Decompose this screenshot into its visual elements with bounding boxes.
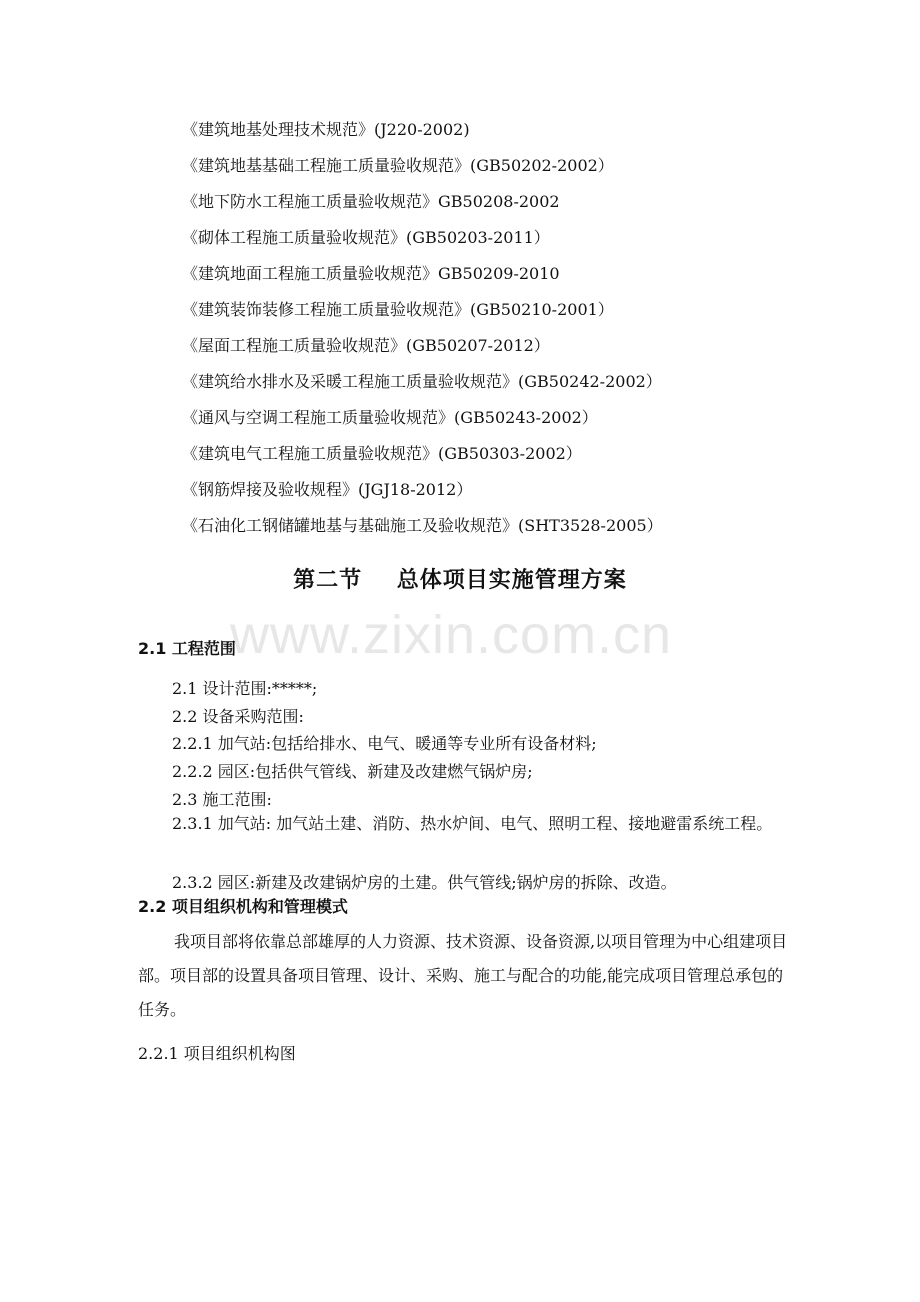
- standard-item: 《建筑装饰装修工程施工质量验收规范》(GB50210-2001）: [182, 300, 614, 319]
- standard-item: 《砌体工程施工质量验收规范》(GB50203-2011）: [182, 228, 550, 247]
- org-heading: 2.2 项目组织机构和管理模式: [138, 897, 348, 916]
- standard-item: 《钢筋焊接及验收规程》(JGJ18-2012）: [182, 480, 473, 499]
- procurement-scope: 2.2 设备采购范围:: [172, 707, 304, 726]
- standard-item: 《建筑地基处理技术规范》(J220-2002): [182, 120, 470, 139]
- standard-item: 《通风与空调工程施工质量验收规范》(GB50243-2002）: [182, 408, 598, 427]
- standard-item: 《屋面工程施工质量验收规范》(GB50207-2012）: [182, 336, 550, 355]
- standard-item: 《建筑给水排水及采暖工程施工质量验收规范》(GB50242-2002）: [182, 372, 662, 391]
- org-paragraph: 我项目部将依靠总部雄厚的人力资源、技术资源、设备资源,以项目管理为中心组建项目部。项目部的设置具备项目管理、设计、采购、施工与配合的功能,能完成项目管理总承包的任务。: [138, 932, 788, 1019]
- standard-item: 《石油化工钢储罐地基与基础施工及验收规范》(SHT3528-2005）: [182, 516, 663, 535]
- scope-heading: 2.1 工程范围: [138, 639, 236, 658]
- construction-scope: 2.3 施工范围:: [172, 790, 272, 809]
- org-chart-heading: 2.2.1 项目组织机构图: [138, 1044, 296, 1063]
- construction-park: 2.3.2 园区:新建及改建锅炉房的土建。供气管线;锅炉房的拆除、改造。: [172, 873, 677, 892]
- standard-item: 《地下防水工程施工质量验收规范》GB50208-2002: [182, 192, 560, 211]
- construction-station: 2.3.1 加气站: 加气站土建、消防、热水炉间、电气、照明工程、接地避雷系统工程。: [172, 814, 773, 833]
- procurement-park: 2.2.2 园区:包括供气管线、新建及改建燃气锅炉房;: [172, 762, 533, 781]
- standard-item: 《建筑地基基础工程施工质量验收规范》(GB50202-2002）: [182, 156, 614, 175]
- procurement-station: 2.2.1 加气站:包括给排水、电气、暖通等专业所有设备材料;: [172, 734, 597, 753]
- standard-item: 《建筑地面工程施工质量验收规范》GB50209-2010: [182, 264, 560, 283]
- standard-item: 《建筑电气工程施工质量验收规范》(GB50303-2002）: [182, 444, 582, 463]
- design-scope: 2.1 设计范围:*****;: [172, 679, 318, 698]
- standards-list: [182, 112, 663, 544]
- watermark: www.zixin.com.cn: [230, 605, 673, 665]
- section-title: 第二节 总体项目实施管理方案: [293, 568, 627, 593]
